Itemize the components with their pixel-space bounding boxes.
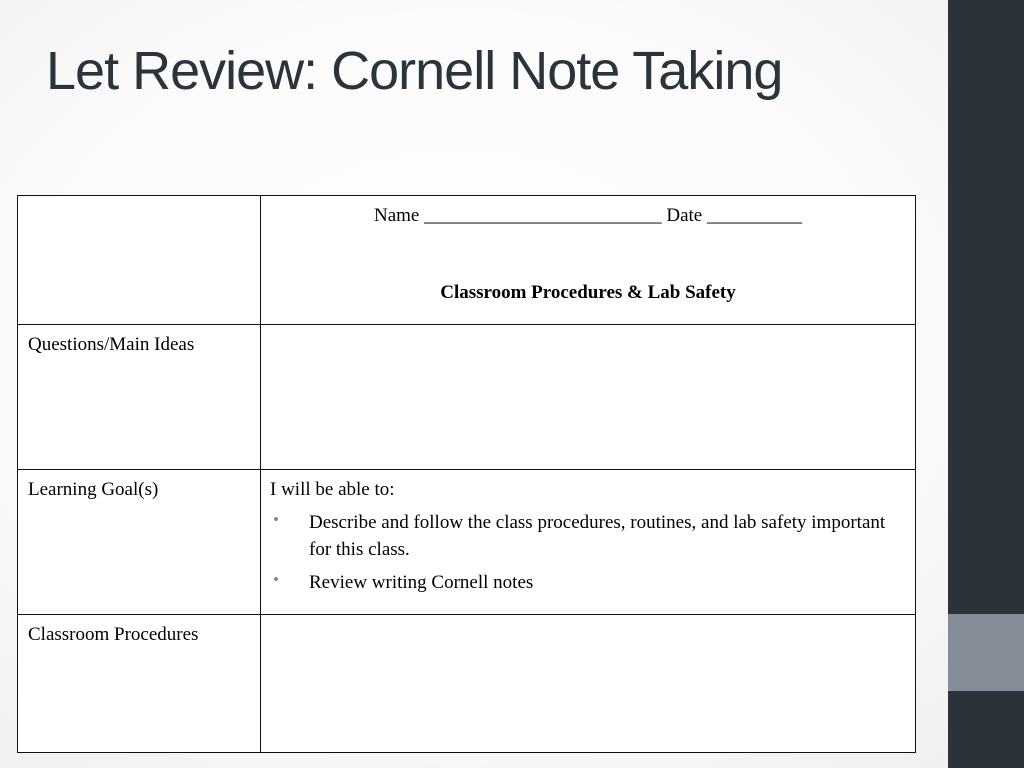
learning-goal-text: Describe and follow the class procedures, routines, and lab safety important for this class. (309, 511, 886, 561)
learning-goal-text: Review writing Cornell notes (309, 571, 534, 593)
questions-label-cell (18, 325, 261, 470)
learning-goals-label-cell (18, 470, 261, 615)
list-item (270, 509, 905, 564)
header-right-cell (261, 196, 916, 325)
classroom-procedures-notes-cell (261, 615, 916, 753)
name-date-line: Name _________________________ Date __________ (374, 205, 802, 226)
slide-title: Let Review: Cornell Note Taking (46, 41, 783, 101)
classroom-procedures-label-cell (18, 615, 261, 753)
header-left-cell (18, 196, 261, 325)
bullet-icon: • (273, 509, 279, 529)
learning-goals-label: Learning Goal(s) (28, 479, 159, 500)
sidebar-accent-block (948, 614, 1024, 691)
questions-main-ideas-label: Questions/Main Ideas (28, 334, 195, 355)
table-row-header (18, 196, 916, 325)
bullet-icon: • (273, 569, 279, 589)
sheet-title: Classroom Procedures & Lab Safety (440, 281, 736, 303)
classroom-procedures-label: Classroom Procedures (28, 624, 199, 645)
table-row-questions (18, 325, 916, 470)
learning-goals-list (270, 509, 905, 597)
cornell-notes-table (17, 195, 916, 753)
list-item (270, 569, 905, 597)
questions-notes-cell (261, 325, 916, 470)
learning-goals-content-cell (261, 470, 916, 615)
table-row-learning-goals (18, 470, 916, 615)
learning-goals-intro: I will be able to: (270, 479, 395, 500)
table-row-classroom-procedures (18, 615, 916, 753)
